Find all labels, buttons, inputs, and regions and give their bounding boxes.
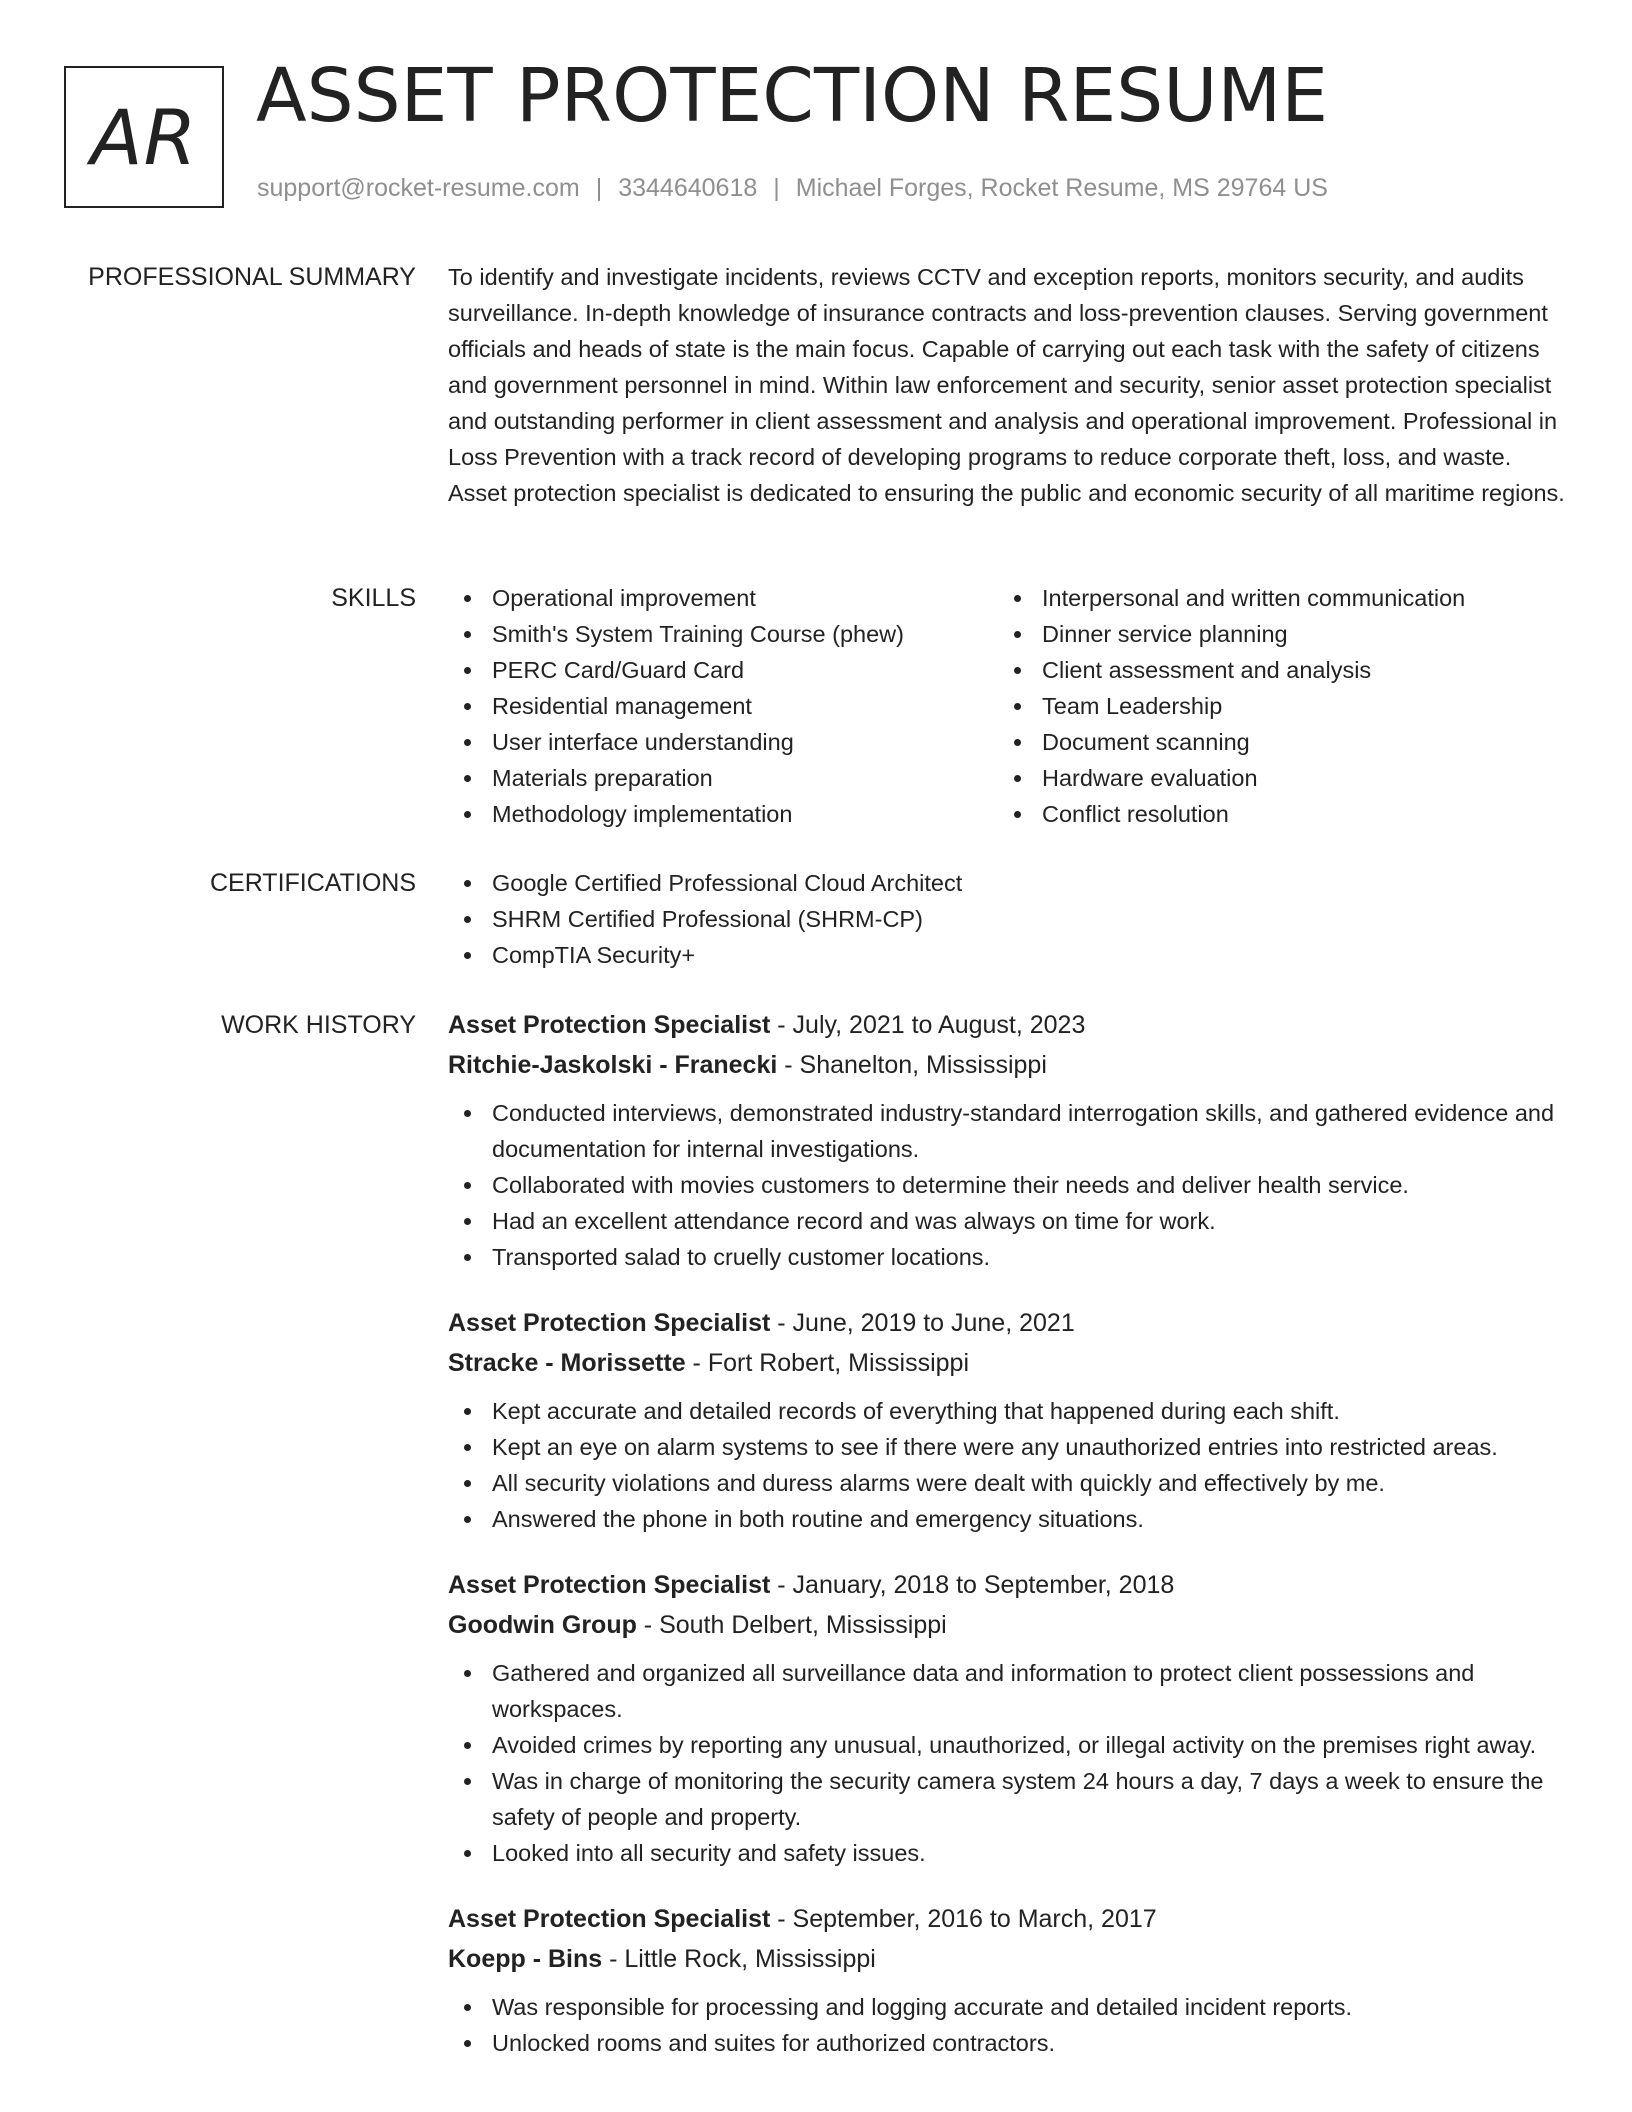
job-dates: - July, 2021 to August, 2023 (770, 1011, 1086, 1039)
list-item: Conflict resolution (998, 796, 1548, 832)
job-entry (448, 1303, 1568, 1537)
list-item: Transported salad to cruelly customer locations. (448, 1239, 1568, 1275)
summary-text: To identify and investigate incidents, reviews CCTV and exception reports, monitors security, and audits surveillance. In-depth knowledge of insurance contracts and loss-prevention clauses. Serving government officials and heads of state is the main focus. Capable of carrying out each task with the safety of citizens and government personnel in mind. Within law enforcement and security, senior asset protection specialist and outstanding performer in client assessment and analysis and operational improvement. Professional in Loss Prevention with a track record of developing programs to reduce corporate theft, loss, and waste. Asset protection specialist is dedicated to ensuring the public and economic security of all maritime regions. (448, 264, 1565, 506)
job-bullets (448, 1393, 1568, 1537)
job-title: Asset Protection Specialist (448, 1571, 771, 1599)
job-title-line (448, 1303, 1568, 1343)
contact-email: support@rocket-resume.com (257, 174, 580, 202)
job-company-line (448, 1045, 1568, 1085)
list-item: Unlocked rooms and suites for authorized contractors. (448, 2025, 1568, 2061)
job-entry (448, 1899, 1568, 2061)
job-title: Asset Protection Specialist (448, 1011, 771, 1039)
job-location: - Shanelton, Mississippi (777, 1051, 1047, 1079)
skills-list-left (448, 580, 998, 832)
section-label-skills: SKILLS (331, 584, 416, 612)
certifications-body (448, 865, 1568, 973)
job-dates: - June, 2019 to June, 2021 (770, 1309, 1075, 1337)
list-item: Smith's System Training Course (phew) (448, 616, 998, 652)
contact-address: Michael Forges, Rocket Resume, MS 29764 US (795, 174, 1328, 202)
list-item: Operational improvement (448, 580, 998, 616)
job-company: Goodwin Group (448, 1611, 637, 1639)
list-item: Was responsible for processing and logging accurate and detailed incident reports. (448, 1989, 1568, 2025)
list-item: Had an excellent attendance record and was always on time for work. (448, 1203, 1568, 1239)
list-item: PERC Card/Guard Card (448, 652, 998, 688)
contact-separator: | (595, 174, 603, 202)
list-item: Conducted interviews, demonstrated industry-standard interrogation skills, and gathered evidence and documentation for internal investigations. (448, 1095, 1568, 1167)
job-title: Asset Protection Specialist (448, 1905, 771, 1933)
job-location: - Fort Robert, Mississippi (685, 1349, 969, 1377)
list-item: All security violations and duress alarms were dealt with quickly and effectively by me. (448, 1465, 1568, 1501)
job-entry (448, 1005, 1568, 1275)
list-item: Materials preparation (448, 760, 998, 796)
list-item: Gathered and organized all surveillance data and information to protect client possessions and workspaces. (448, 1655, 1568, 1727)
certifications-list (448, 865, 1568, 973)
job-bullets (448, 1655, 1568, 1871)
contact-separator: | (773, 174, 780, 202)
skills-body (448, 580, 1568, 832)
job-title: Asset Protection Specialist (448, 1309, 771, 1337)
job-company: Stracke - Morissette (448, 1349, 686, 1377)
job-company-line (448, 1343, 1568, 1383)
job-location: - South Delbert, Mississippi (636, 1611, 947, 1639)
job-bullets (448, 1989, 1568, 2061)
list-item: Interpersonal and written communication (998, 580, 1548, 616)
list-item: SHRM Certified Professional (SHRM-CP) (448, 901, 1568, 937)
list-item: User interface understanding (448, 724, 998, 760)
job-bullets (448, 1095, 1568, 1275)
list-item: Avoided crimes by reporting any unusual, unauthorized, or illegal activity on the premises right away. (448, 1727, 1568, 1763)
work-history-body (448, 1005, 1568, 2089)
summary-body (448, 259, 1568, 511)
job-dates: - January, 2018 to September, 2018 (770, 1571, 1175, 1599)
job-company-line (448, 1939, 1568, 1979)
monogram-logo: AR (64, 66, 224, 208)
list-item: Kept accurate and detailed records of everything that happened during each shift. (448, 1393, 1568, 1429)
job-company-line (448, 1605, 1568, 1645)
list-item: Google Certified Professional Cloud Architect (448, 865, 1568, 901)
contact-phone: 3344640618 (618, 174, 758, 202)
section-label-work-history: WORK HISTORY (221, 1011, 416, 1039)
job-entry (448, 1565, 1568, 1871)
job-title-line (448, 1899, 1568, 1939)
job-title-line (448, 1565, 1568, 1605)
list-item: Answered the phone in both routine and emergency situations. (448, 1501, 1568, 1537)
job-company: Koepp - Bins (448, 1945, 603, 1973)
list-item: Client assessment and analysis (998, 652, 1548, 688)
page-title: ASSET PROTECTION RESUME (256, 53, 1329, 139)
list-item: Team Leadership (998, 688, 1548, 724)
section-label-certifications: CERTIFICATIONS (209, 869, 416, 897)
list-item: CompTIA Security+ (448, 937, 1568, 973)
contact-line (257, 174, 1328, 203)
section-label-summary: PROFESSIONAL SUMMARY (88, 263, 416, 291)
list-item: Document scanning (998, 724, 1548, 760)
list-item: Residential management (448, 688, 998, 724)
skills-list-right (998, 580, 1548, 832)
list-item: Looked into all security and safety issues. (448, 1835, 1568, 1871)
list-item: Collaborated with movies customers to determine their needs and deliver health service. (448, 1167, 1568, 1203)
skills-columns (448, 580, 1568, 832)
list-item: Was in charge of monitoring the security camera system 24 hours a day, 7 days a week to ensure the safety of people and property. (448, 1763, 1568, 1835)
list-item: Dinner service planning (998, 616, 1548, 652)
job-location: - Little Rock, Mississippi (602, 1945, 876, 1973)
job-company: Ritchie-Jaskolski - Franecki (448, 1051, 778, 1079)
job-title-line (448, 1005, 1568, 1045)
list-item: Hardware evaluation (998, 760, 1548, 796)
job-dates: - September, 2016 to March, 2017 (770, 1905, 1157, 1933)
list-item: Methodology implementation (448, 796, 998, 832)
list-item: Kept an eye on alarm systems to see if there were any unauthorized entries into restricted areas. (448, 1429, 1568, 1465)
